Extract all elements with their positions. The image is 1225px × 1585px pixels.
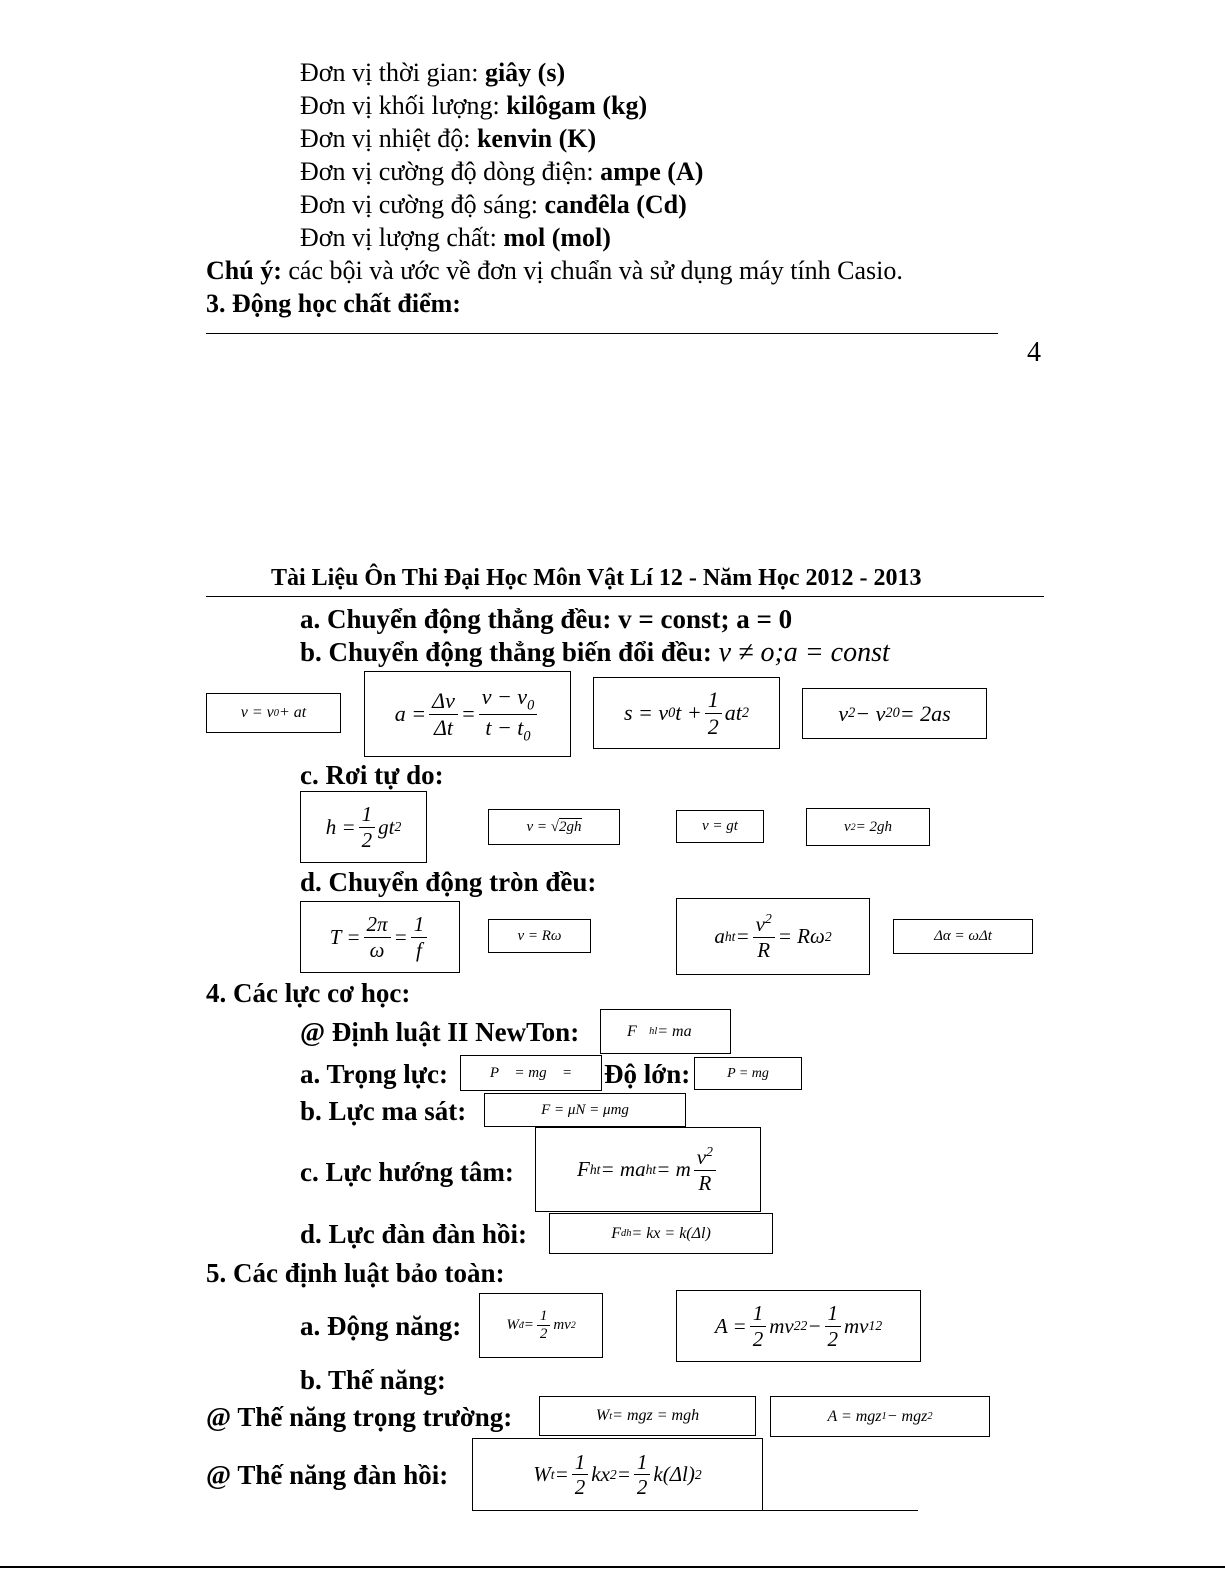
friction-label: b. Lực ma sát:	[300, 1096, 467, 1126]
subsection-b: b. Chuyển động thẳng biến đổi đều: v ≠ o;a = const	[300, 637, 890, 668]
formula-linear-speed: v = Rω	[488, 919, 591, 953]
formula-weight-magnitude: P = mg	[694, 1057, 802, 1090]
subsection-c: c. Rơi tự do:	[300, 760, 444, 790]
formula-fall-velocity-sqrt: v = √ 2gh	[488, 809, 620, 845]
formula-newton-second-law: F⃗ hl = ma⃗	[600, 1009, 731, 1054]
formula-period: T = $\frac{2\pi}{\omega}$ = $\frac{1}{f}$	[300, 901, 460, 973]
formula-work-energy-theorem: A = $\frac{1}{2}$ mv 2 2 − $\frac{1}{2}$ mv 1 2	[676, 1290, 921, 1362]
centripetal-label: c. Lực hướng tâm:	[300, 1157, 514, 1187]
page-bottom-rule	[0, 1566, 1225, 1568]
formula-elastic-force: F dh = kx = k(Δl)	[549, 1213, 773, 1254]
formula-fall-velocity: v = gt	[676, 810, 764, 843]
gravity-pe-label: @ Thế năng trọng trường:	[206, 1402, 513, 1432]
unit-line: Đơn vị cường độ dòng điện: ampe (A)	[300, 157, 704, 186]
header-title: Tài Liệu Ôn Thi Đại Học Môn Vật Lí 12 - Năm Học 2012 - 2013	[271, 565, 922, 591]
unit-line: Đơn vị thời gian: giây (s)	[300, 58, 566, 87]
formula-fall-velocity-squared: v 2 = 2gh	[806, 808, 930, 846]
subsection-d: d. Chuyển động tròn đều:	[300, 867, 597, 897]
subsection-a: a. Chuyển động thẳng đều: v = const; a = 0	[300, 604, 793, 634]
formula-displacement: s = v 0 t + $\frac{1}{2}$ at 2	[593, 677, 780, 749]
formula-acceleration: a = $\frac{\Delta v}{\Delta t}$ = $\frac{v - v_0}{t - t_0}$	[364, 671, 571, 757]
formula-kinetic-energy: W đ = $\frac{1}{2}$ mv 2	[479, 1293, 603, 1358]
section-3-title: 3. Động học chất điểm:	[206, 289, 461, 318]
formula-velocity-squared: v 2 − v 2 0 = 2as	[802, 688, 987, 739]
formula-gravitational-pe: W t = mgz = mgh	[539, 1396, 756, 1436]
unit-line: Đơn vị khối lượng: kilôgam (kg)	[300, 91, 648, 120]
formula-angle: Δα = ωΔt	[893, 919, 1033, 954]
header-rule	[206, 596, 1044, 597]
page-number: 4	[1027, 337, 1041, 368]
formula-weight-vector: P⃗ = mg⃗ =	[460, 1055, 602, 1091]
formula-elastic-pe: W t = $\frac{1}{2}$ kx 2 = $\frac{1}{2}$ k(Δl) 2	[472, 1438, 763, 1511]
elastic-pe-label: @ Thế năng đàn hồi:	[206, 1460, 449, 1490]
newton-label: @ Định luật II NewTon:	[300, 1017, 580, 1047]
formula-centripetal-force: F ht = ma ht = m $\frac{v^2}{R}$	[535, 1127, 761, 1212]
section-4-title: 4. Các lực cơ học:	[206, 978, 411, 1008]
unit-line: Đơn vị lượng chất: mol (mol)	[300, 223, 611, 252]
potential-label: b. Thế năng:	[300, 1365, 446, 1395]
elastic-label: d. Lực đàn đàn hồi:	[300, 1219, 528, 1249]
unit-line: Đơn vị cường độ sáng: canđêla (Cd)	[300, 190, 687, 219]
footer-rule	[206, 333, 998, 334]
formula-fall-height: h = $\frac{1}{2}$ gt 2	[300, 791, 427, 863]
formula-centripetal-acceleration: a ht = $\frac{v^2}{R}$ = Rω 2	[676, 898, 870, 975]
kinetic-label: a. Động năng:	[300, 1311, 462, 1341]
unit-line: Đơn vị nhiệt độ: kenvin (K)	[300, 124, 597, 153]
formula-friction: F = μN = μmg	[484, 1093, 686, 1127]
formula-gravity-work: A = mgz 1 − mgz 2	[770, 1396, 990, 1437]
trailing-rule	[718, 1510, 918, 1511]
formula-velocity: v = v 0 + at	[206, 693, 341, 733]
magnitude-label: Độ lớn:	[604, 1059, 691, 1089]
weight-label: a. Trọng lực:	[300, 1059, 448, 1089]
section-5-title: 5. Các định luật bảo toàn:	[206, 1258, 505, 1288]
note-line: Chú ý: các bội và ước về đơn vị chuẩn và sử dụng máy tính Casio.	[206, 256, 903, 285]
